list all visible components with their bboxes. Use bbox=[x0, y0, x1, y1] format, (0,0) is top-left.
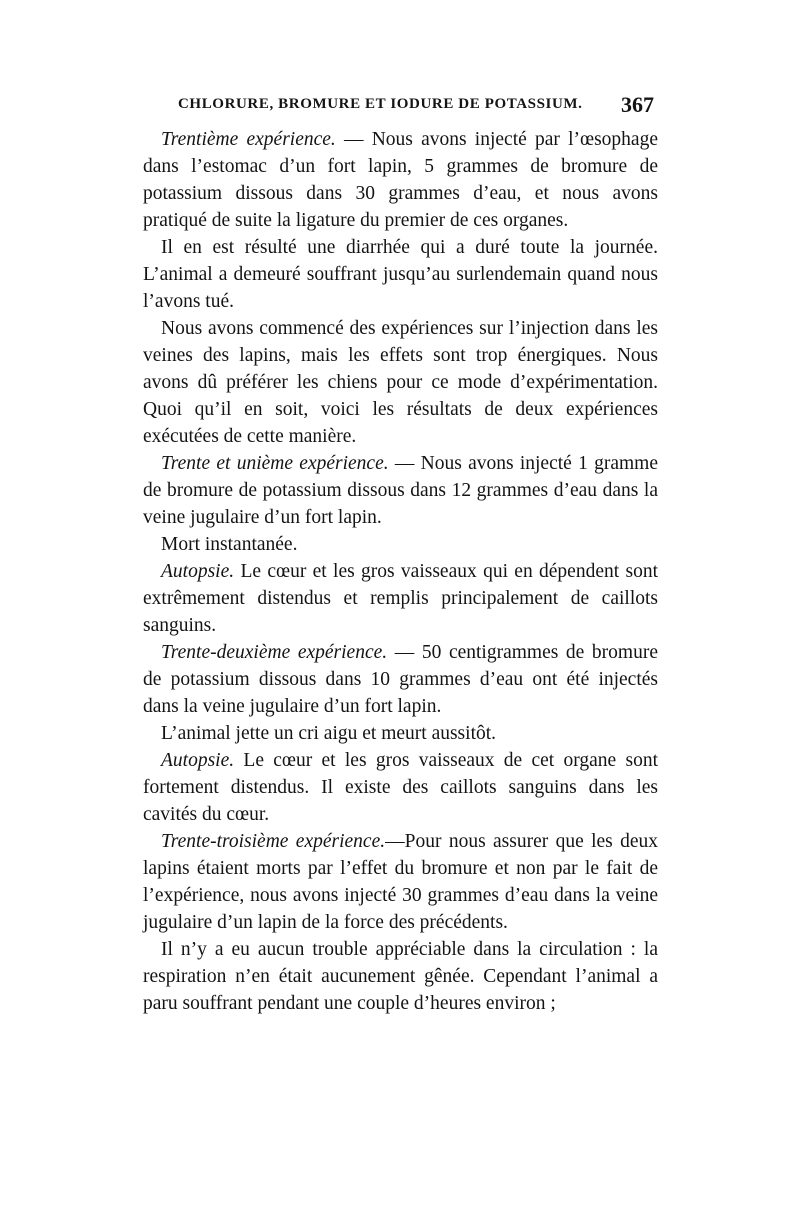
paragraph-text: — 50 centigrammes de bromure de potassium dissous dans 10 grammes d’eau ont été injectés dans la veine jugulaire d’un fort lapin. bbox=[143, 642, 658, 717]
paragraph-text: L’animal jette un cri aigu et meurt aussitôt. bbox=[161, 723, 497, 744]
paragraph-diarrhee bbox=[143, 234, 658, 315]
paragraph-text: Mort instantanée. bbox=[161, 534, 298, 555]
running-title: CHLORURE, BROMURE ET IODURE DE POTASSIUM. bbox=[178, 96, 583, 112]
paragraph-trente-troisieme-experience bbox=[143, 828, 658, 936]
paragraph-text: — Nous avons injecté 1 gramme de bromure de potassium dissous dans 12 grammes d’eau dans la veine jugulaire d’un fort lapin. bbox=[143, 453, 658, 528]
paragraph-trente-et-unieme-experience bbox=[143, 450, 658, 531]
paragraph-text: — Nous avons injecté par l’œsophage dans l’estomac d’un fort lapin, 5 grammes de bromure de potassium dissous dans 30 grammes d’eau, et nous avons pratiqué de suite la ligature du premier de ces organes. bbox=[143, 129, 658, 231]
paragraph-lead: Trente-deuxième expérience. bbox=[161, 642, 388, 663]
paragraph-text: Nous avons commencé des expériences sur l’injection dans les veines des lapins, mais les effets sont trop énergiques. Nous avons dû préférer les chiens pour ce mode d’expérimentation. Quoi qu’il en soit, voici les résultats de deux expériences exécutées de cette manière. bbox=[143, 318, 658, 447]
paragraph-text: —Pour nous assurer que les deux lapins étaient morts par l’effet du bromure et non par le fait de l’expérience, nous avons injecté 30 grammes d’eau dans la veine jugulaire d’un lapin de la force des précédents. bbox=[143, 831, 658, 933]
paragraph-lead: Autopsie. bbox=[161, 750, 235, 771]
paragraph-text: Le cœur et les gros vaisseaux de cet organe sont fortement distendus. Il existe des caillots sanguins dans les cavités du cœur. bbox=[143, 750, 658, 825]
paragraph-text: Il en est résulté une diarrhée qui a duré toute la journée. L’animal a demeuré souffrant jusqu’au surlendemain quand nous l’avons tué. bbox=[143, 237, 658, 312]
paragraph-trente-deuxieme-experience bbox=[143, 639, 658, 720]
paragraph-circulation bbox=[143, 936, 658, 1017]
paragraph-autopsie-1 bbox=[143, 558, 658, 639]
book-page bbox=[143, 92, 658, 1017]
running-head bbox=[143, 92, 658, 122]
paragraph-injection-veines bbox=[143, 315, 658, 450]
paragraph-cri-aigu bbox=[143, 720, 658, 747]
paragraph-text: Il n’y a eu aucun trouble appréciable dans la circulation : la respiration n’en était aucunement gênée. Cependant l’animal a paru souffrant pendant une couple d’heures environ ; bbox=[143, 939, 658, 1014]
paragraph-lead: Trentième expérience. bbox=[161, 129, 336, 150]
paragraph-lead: Autopsie. bbox=[161, 561, 235, 582]
paragraph-lead: Trente et unième expérience. bbox=[161, 453, 389, 474]
page-number: 367 bbox=[621, 92, 654, 117]
paragraph-lead: Trente-troisième expérience. bbox=[161, 831, 386, 852]
body-text bbox=[143, 126, 658, 1017]
paragraph-trentieme-experience bbox=[143, 126, 658, 234]
paragraph-autopsie-2 bbox=[143, 747, 658, 828]
paragraph-mort-instantanee bbox=[143, 531, 658, 558]
paragraph-text: Le cœur et les gros vaisseaux qui en dépendent sont extrêmement distendus et remplis principalement de caillots sanguins. bbox=[143, 561, 658, 636]
